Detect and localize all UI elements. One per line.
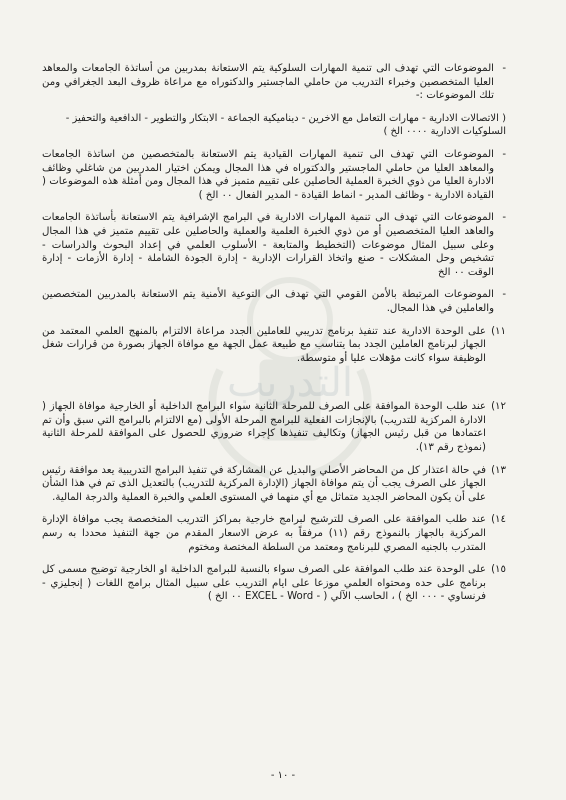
item-15-program-details [42,563,506,604]
behavioral-topics-list: ( الاتصالات الادارية - مهارات التعامل مع الاخرين - ديناميكية الجماعة - الابتكار والتطوير - الدافعية والتحفيز - السلوكيات الادارية ٠٠٠٠ الخ ) [65,112,506,138]
item-text: عند طلب الوحدة الموافقة على الصرف للمرحلة الثانية سواء البرامج الداخلية أو الخارجية موافاة الجهاز ( الادارة المركزية للتدريب) بالإنجازات الفعلية للبرامج المرحلة الأولى (مع الالتزام بالبرامج التي سبق وأن تم اعتمادها من قبل رئيس الجهاز) وتكاليف تنفيذها كإجراء ضروري للحصول على الموافقة للمرحلة الثانية (نموذج رقم ١٣). [42,401,486,454]
bullet-dash: - [502,148,506,160]
paragraph-text: الموضوعات التي تهدف الى تنمية المهارات السلوكية يتم الاستعانة بمدربين من أساتذة الجامعات والمعاهد العليا المتخصصين وخبراء التدريب من حاملي الماجستير والدكتوراه مع مراعاة ظروف البعد الجغرافي ومن تلك الموضوعات :- [42,63,494,102]
page-number: - ١٠ - [270,770,296,781]
bullet-dash: - [502,289,506,301]
item-14-external-programs [42,513,506,554]
item-number: ١٥) [491,564,506,576]
paragraph-supervisory-programs [42,211,506,279]
paragraph-text: الموضوعات التي تهدف الى تنمية المهارات الادارية في البرامج الإشرافية يتم الاستعانة بأساتذة الجامعات والعاهد العليا المتخصصين أو من ذوي الخبرة العلمية والعملية والحاصلين على تقييم متميز في هذا المجال وعلى سبيل المثال موضوعات (التخطيط والمتابعة - الأسلوب العلمي في إعداد البحوث والدراسات - تشخيص وحل المشكلات - صنع واتخاذ القرارات الإدارية - إدارة الجودة الشاملة - إدارة الأزمات - إدارة الوقت ٠٠ الخ [42,212,494,278]
item-number: ١١) [491,325,506,337]
item-13-lecturer-apology [42,464,506,505]
item-11-new-employees [42,325,506,366]
bullet-dash: - [502,212,506,224]
paragraph-text: الموضوعات المرتبطة بالأمن القومي التي تهدف الى التوعية الأمنية يتم الاستعانة بالمدربين المتخصصين والعاملين في هذا المجال. [42,289,494,314]
item-12-second-phase [42,400,506,454]
item-number: ١٣) [491,464,506,476]
item-text: عند طلب الموافقة على الصرف للترشيح لبرامج خارجية بمراكز التدريب المتخصصة يجب موافاة الإدارة المركزية بالجهاز بالنموذج رقم (١١) مرفقاً به عرض الاسعار المقدم من جهة التنفيذ محددا به رسم المتدرب بالجنيه المصري للبرنامج ومعتمد من السلطة المختصة ومختوم [42,514,487,553]
item-text: على الوحدة عند طلب الموافقة على الصرف سواء بالنسبة للبرامج الداخلية او الخارجية توضيح مسمى كل برنامج على حده ومحتواه العلمي موزعا على ايام التدريب على سبيل المثال برامج اللغات ( إنجليزي - فرنساوي - ٠٠٠ الخ ) ، الحاسب الآلي ( - EXCEL - Word ٠٠ الخ ) [42,564,486,603]
item-text: في حالة اعتذار كل من المحاضر الأصلي والبديل عن المشاركة في تنفيذ البرامج التدريبية يعد موافقة رئيس الجهاز على الصرف يجب أن يتم موافاة الجهاز (الإدارة المركزية للتدريب) بالتعديل الذى تم في هذا الشأن على أن يكون المحاضر الجديد متماثل مع أي منهما في المستوى العلمي والخبرة العملية والدرجة المالية. [42,464,486,503]
watermark-text: التدريب [226,360,354,406]
item-number: ١٤) [491,514,506,526]
bullet-dash: - [502,63,506,74]
paragraph-behavioral-skills [42,62,506,103]
paragraph-national-security [42,288,506,315]
item-text: على الوحدة الادارية عند تنفيذ برنامج تدريبي للعاملين الجدد مراعاة الالتزام بالمنهج العلمي المعتمد من الجهاز لبرنامج العاملين الجدد بما يتناسب مع طبيعة عمل الجهة مع موافاة الجهاز بصورة من قرارات شغل الوظيفة سواء كانت مؤهلات عليا أو متوسطة. [42,325,486,364]
item-number: ١٢) [491,401,506,413]
paragraph-leadership-skills [42,148,506,202]
paragraph-text: الموضوعات التي تهدف الى تنمية المهارات القيادية يتم الاستعانة بالمتخصصين من اساتذة الجامعات والمعاهد العليا من حاملي الماجستير والدكتوراه في هذا المجال ويمكن اختيار المدربين من شاغلي وظائف الادارة العليا من ذوي الخبرة العملية الحاصلين على تقييم متميز في هذا المجال ومن أمثلة هذه الموضوعات ( القيادة الادارية - وظائف المدير - انماط القيادة - المدير الفعال ٠٠ الخ ) [42,148,494,201]
spacer [42,374,506,400]
